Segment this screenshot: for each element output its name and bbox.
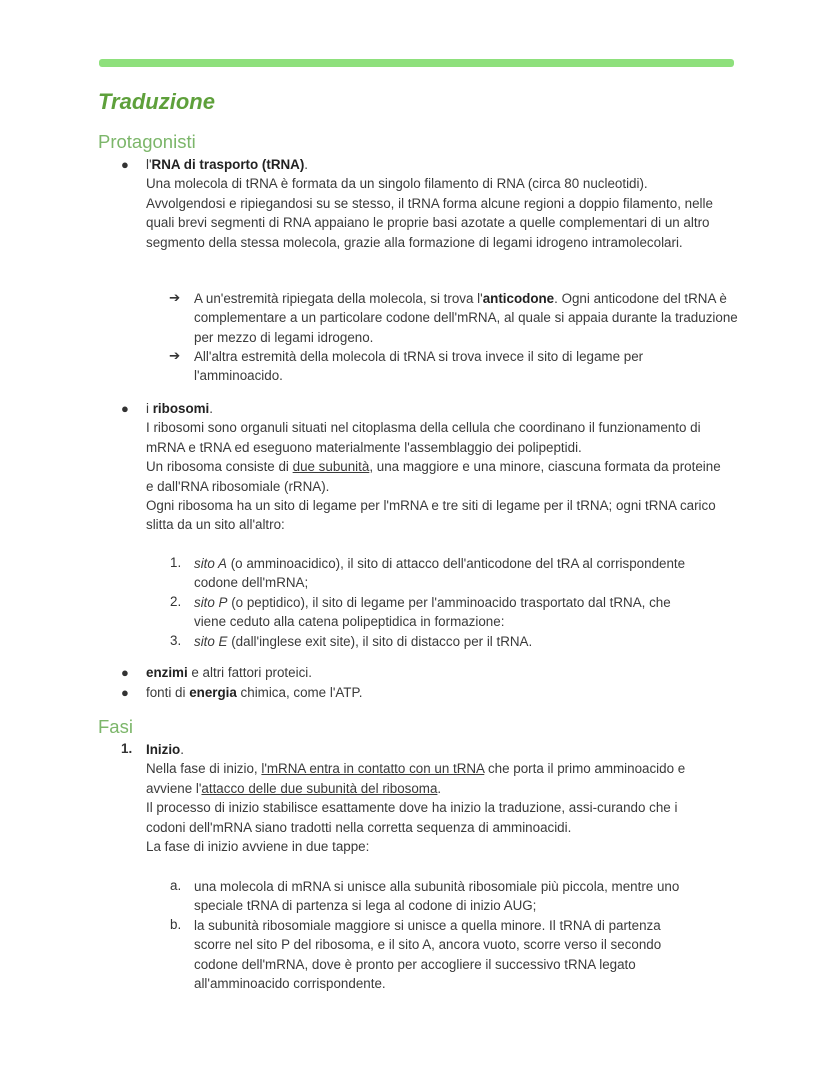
arrow-icon: ➔ [169, 348, 181, 363]
bullet-icon: ● [121, 665, 129, 680]
trna-subpoint-sito-legame: All'altra estremità della molecola di tRNA si trova invece il sito di legame per l'amminoacido. [194, 349, 644, 384]
trna-paragraph-1: Una molecola di tRNA è formata da un singolo filamento di RNA (circa 80 nucleotidi). [146, 176, 648, 192]
list-item-inizio [146, 740, 691, 856]
section-heading-protagonisti: Protagonisti [98, 131, 196, 152]
header-rule [99, 59, 734, 67]
bullet-icon: ● [121, 685, 129, 700]
bullet-icon: ● [121, 401, 129, 416]
list-item-ribosomi [146, 399, 731, 535]
arrow-icon: ➔ [169, 290, 181, 305]
list-item-enzimi: enzimi e altri fattori proteici. [146, 665, 312, 680]
list-number: 2. [170, 594, 182, 609]
ribosomi-lead: i ribosomi. [146, 401, 213, 416]
sito-a-item: sito A (o amminoacidico), il sito di attacco dell'anticodone del tRA al corrispondente codone dell'mRNA; [194, 556, 686, 591]
bullet-icon: ● [121, 157, 129, 172]
section-heading-fasi: Fasi [98, 716, 133, 737]
list-letter: b. [170, 917, 182, 932]
inizio-paragraph-2: Il processo di inizio stabilisce esattamente dove ha inizio la traduzione, assi-curando che i codoni dell'mRNA siano tradotti nella corretta sequenza di amminoacidi. [146, 800, 678, 835]
page-title: Traduzione [98, 89, 215, 114]
inizio-paragraph-1: Nella fase di inizio, l'mRNA entra in contatto con un tRNA che porta il primo amminoacido e avviene l'attacco delle due subunità del ribosoma. [146, 761, 686, 796]
trna-paragraph-2: Avvolgendosi e ripiegandosi su se stesso, il tRNA forma alcune regioni a doppio filamento, nelle quali brevi segmenti di RNA appaiano le proprie basi azotate a quelle complementari di un altro segmento della stessa molecola, grazie alla formazione di legami idrogeno intramolecolari. [146, 195, 713, 250]
list-number: 1. [170, 555, 182, 570]
inizio-paragraph-3: La fase di inizio avviene in due tappe: [146, 839, 370, 855]
list-item-trna [146, 155, 736, 252]
sito-p-item: sito P (o peptidico), il sito di legame per l'amminoacido trasportato dal tRNA, che viene ceduto alla catena polipeptidica in formazione: [194, 595, 671, 630]
list-item-energia: fonti di energia chimica, come l'ATP. [146, 685, 363, 700]
ribosomi-paragraph-3: Ogni ribosoma ha un sito di legame per l'mRNA e tre siti di legame per il tRNA; ogni tRNA carico slitta da un sito all'altro: [146, 498, 716, 533]
inizio-lead: Inizio. [146, 742, 184, 757]
trna-lead: l'RNA di trasporto (tRNA). [146, 157, 309, 172]
list-number: 3. [170, 633, 182, 648]
sito-e-item: sito E (dall'inglese exit site), il sito di distacco per il tRNA. [194, 634, 533, 649]
trna-subpoint-anticodone: A un'estremità ripiegata della molecola, si trova l'anticodone. Ogni anticodone del tRNA è complementare a un particolare codone dell'mRNA, al quale si appaia durante la traduzione per mezzo di legami idrogeno. [194, 291, 738, 345]
list-letter: a. [170, 878, 182, 893]
ribosomi-paragraph-2: Un ribosoma consiste di due subunità, una maggiore e una minore, ciascuna formata da proteine e dall'RNA ribosomiale (rRNA). [146, 459, 721, 494]
tappa-a-item: una molecola di mRNA si unisce alla subunità ribosomiale più piccola, mentre uno speciale tRNA di partenza si lega al codone di inizio AUG; [194, 879, 680, 914]
tappa-b-item: la subunità ribosomiale maggiore si unisce a quella minore. Il tRNA di partenza scorre nel sito P del ribosoma, e il sito A, ancora vuoto, scorre verso il secondo codone dell'mRNA, dove è pronto per accogliere il successivo tRNA legato all'amminoacido corrispondente. [194, 918, 662, 992]
ribosomi-paragraph-1: I ribosomi sono organuli situati nel citoplasma della cellula che coordinano il funzionamento di mRNA e tRNA ed eseguono materialmente l'assemblaggio dei polipeptidi. [146, 420, 701, 455]
list-number: 1. [121, 741, 133, 756]
